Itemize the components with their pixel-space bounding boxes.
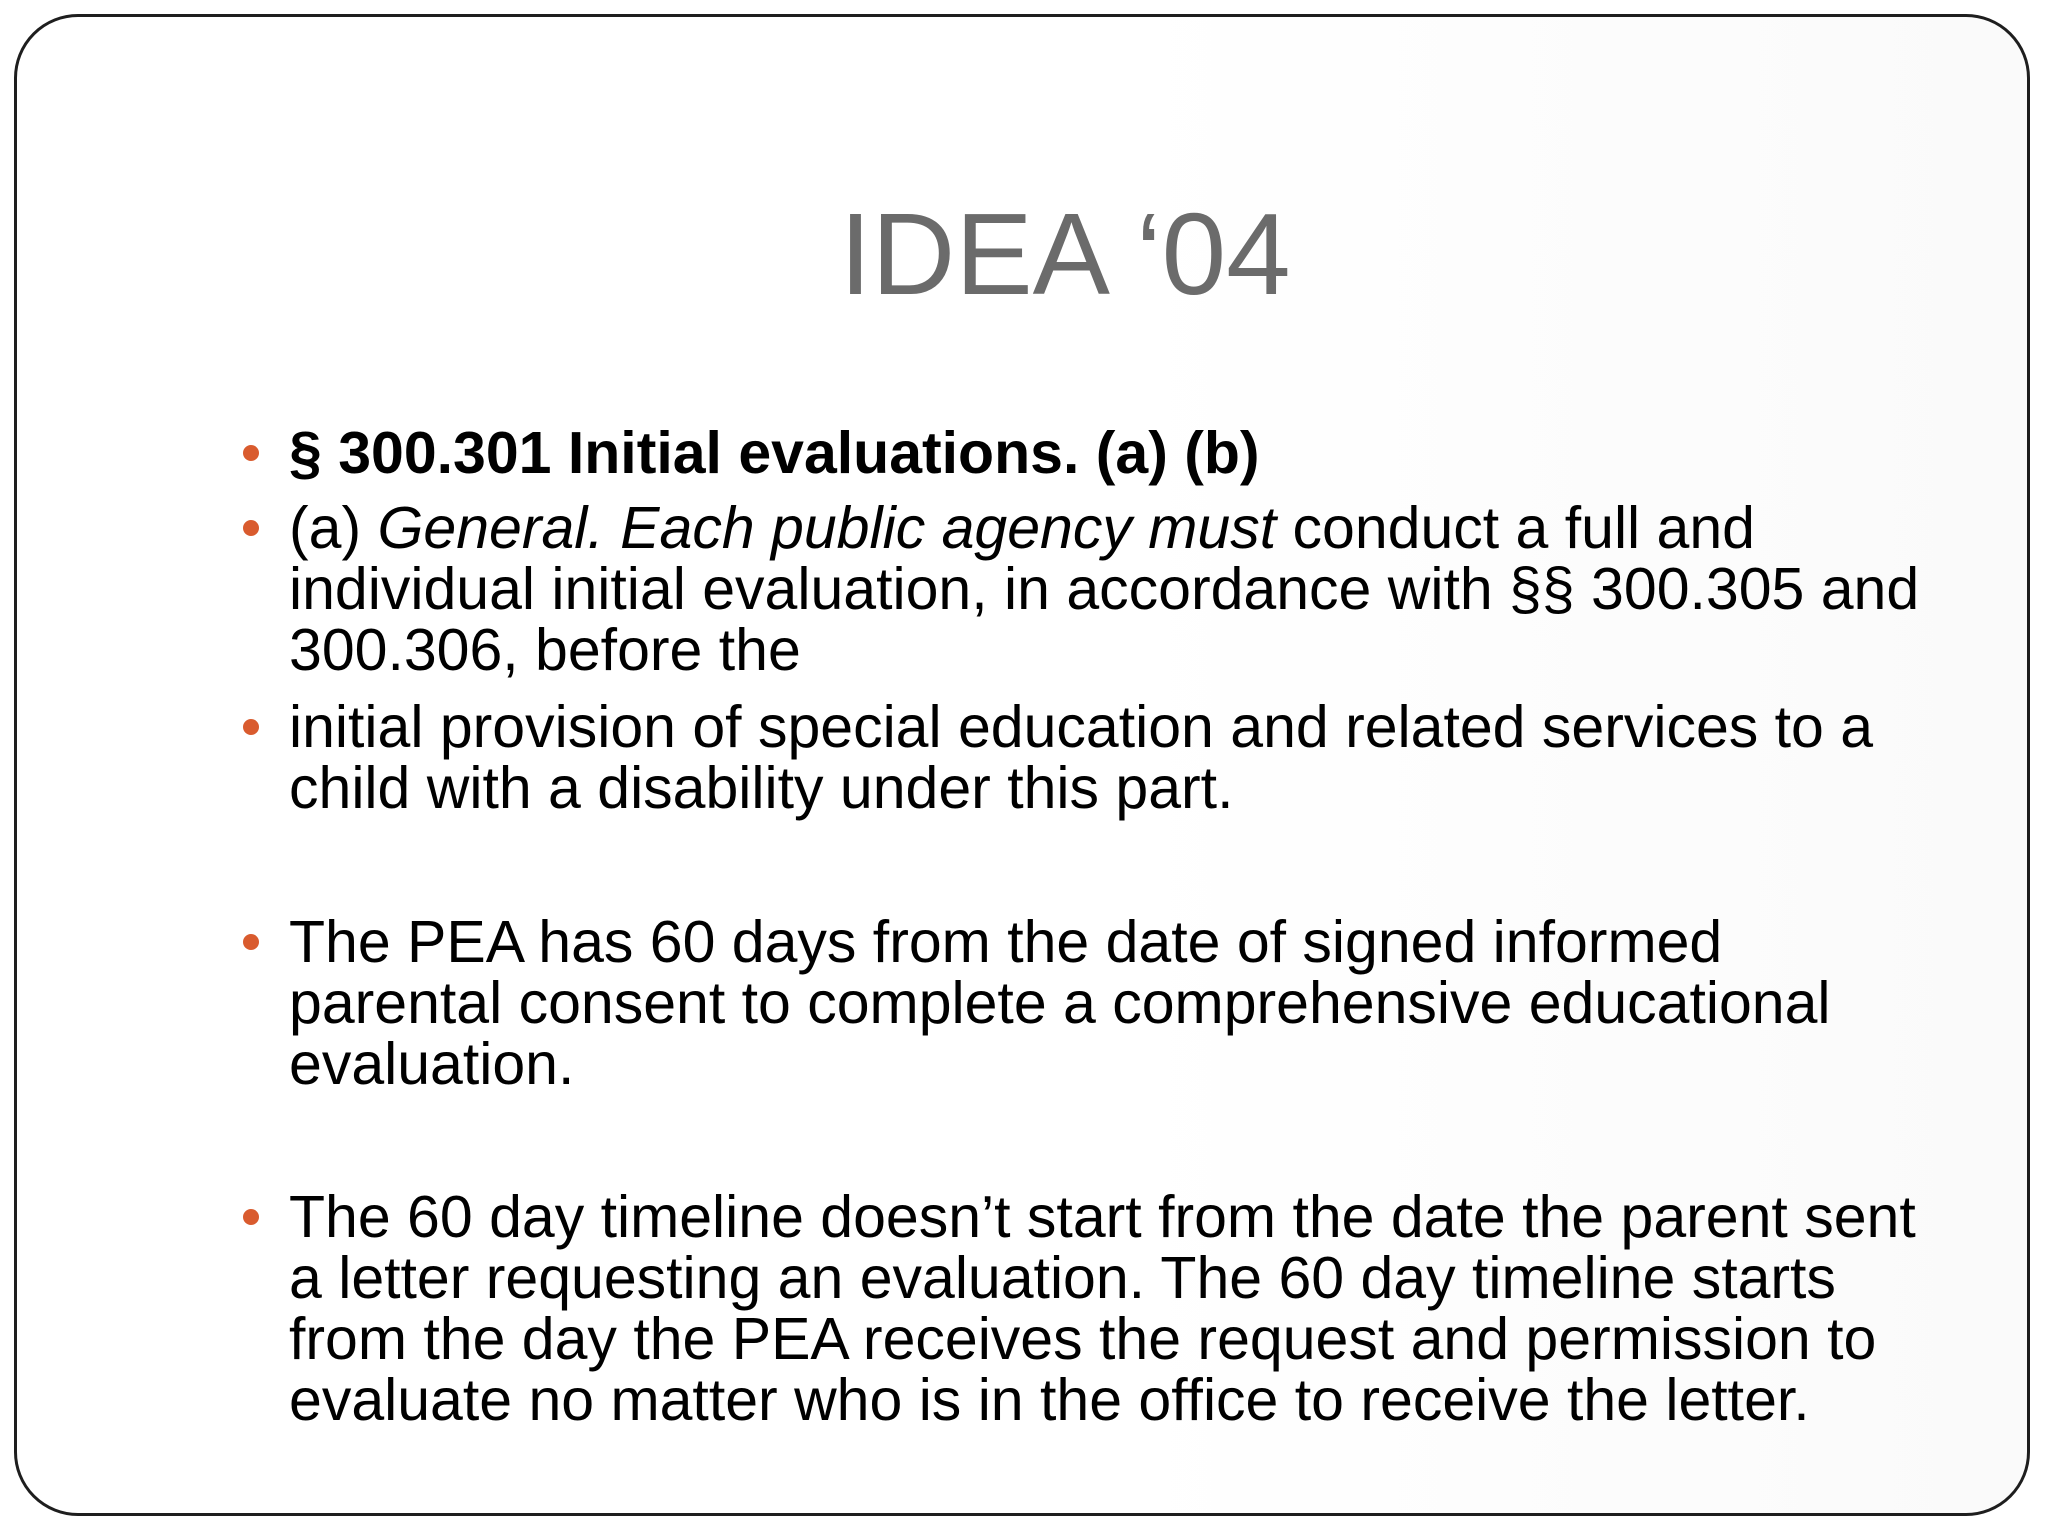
bullet-item-2 <box>289 495 1949 683</box>
bullet-item-3 <box>289 694 1949 821</box>
bullet-dot-icon <box>243 520 259 536</box>
bullet-text: § 300.301 Initial evaluations. (a) (b) <box>289 420 1260 486</box>
bullet-dot-icon <box>243 445 259 461</box>
bullet-item-4 <box>289 909 1949 1097</box>
bullet-text: initial provision of special education and related services to a child with a disability under this part. <box>289 694 1874 821</box>
bullet-item-5 <box>289 1184 1949 1433</box>
bullet-dot-icon <box>243 1209 259 1225</box>
bullet-text: The PEA has 60 days from the date of signed informed parental consent to complete a comprehensive educational evaluation. <box>289 909 1831 1097</box>
bullet-text: The 60 day timeline doesn’t start from the date the parent sent a letter requesting an evaluation. The 60 day timeline starts from the day the PEA receives the request and permission to evaluate no matter who is in the office to receive the letter. <box>289 1184 1916 1433</box>
slide-frame <box>14 14 2030 1516</box>
slide-body <box>17 17 2033 1519</box>
slide-title: IDEA ‘04 <box>839 189 1291 319</box>
bullet-italic-text: General. Each public agency must <box>377 495 1277 561</box>
bullet-prefix: (a) <box>289 495 378 561</box>
bullet-item-1 <box>289 420 1949 486</box>
bullet-dot-icon <box>243 719 259 735</box>
bullet-text: conduct a full and individual initial evaluation, in accordance with §§ 300.305 and 300.306, before the <box>289 495 1920 683</box>
bullet-dot-icon <box>243 934 259 950</box>
